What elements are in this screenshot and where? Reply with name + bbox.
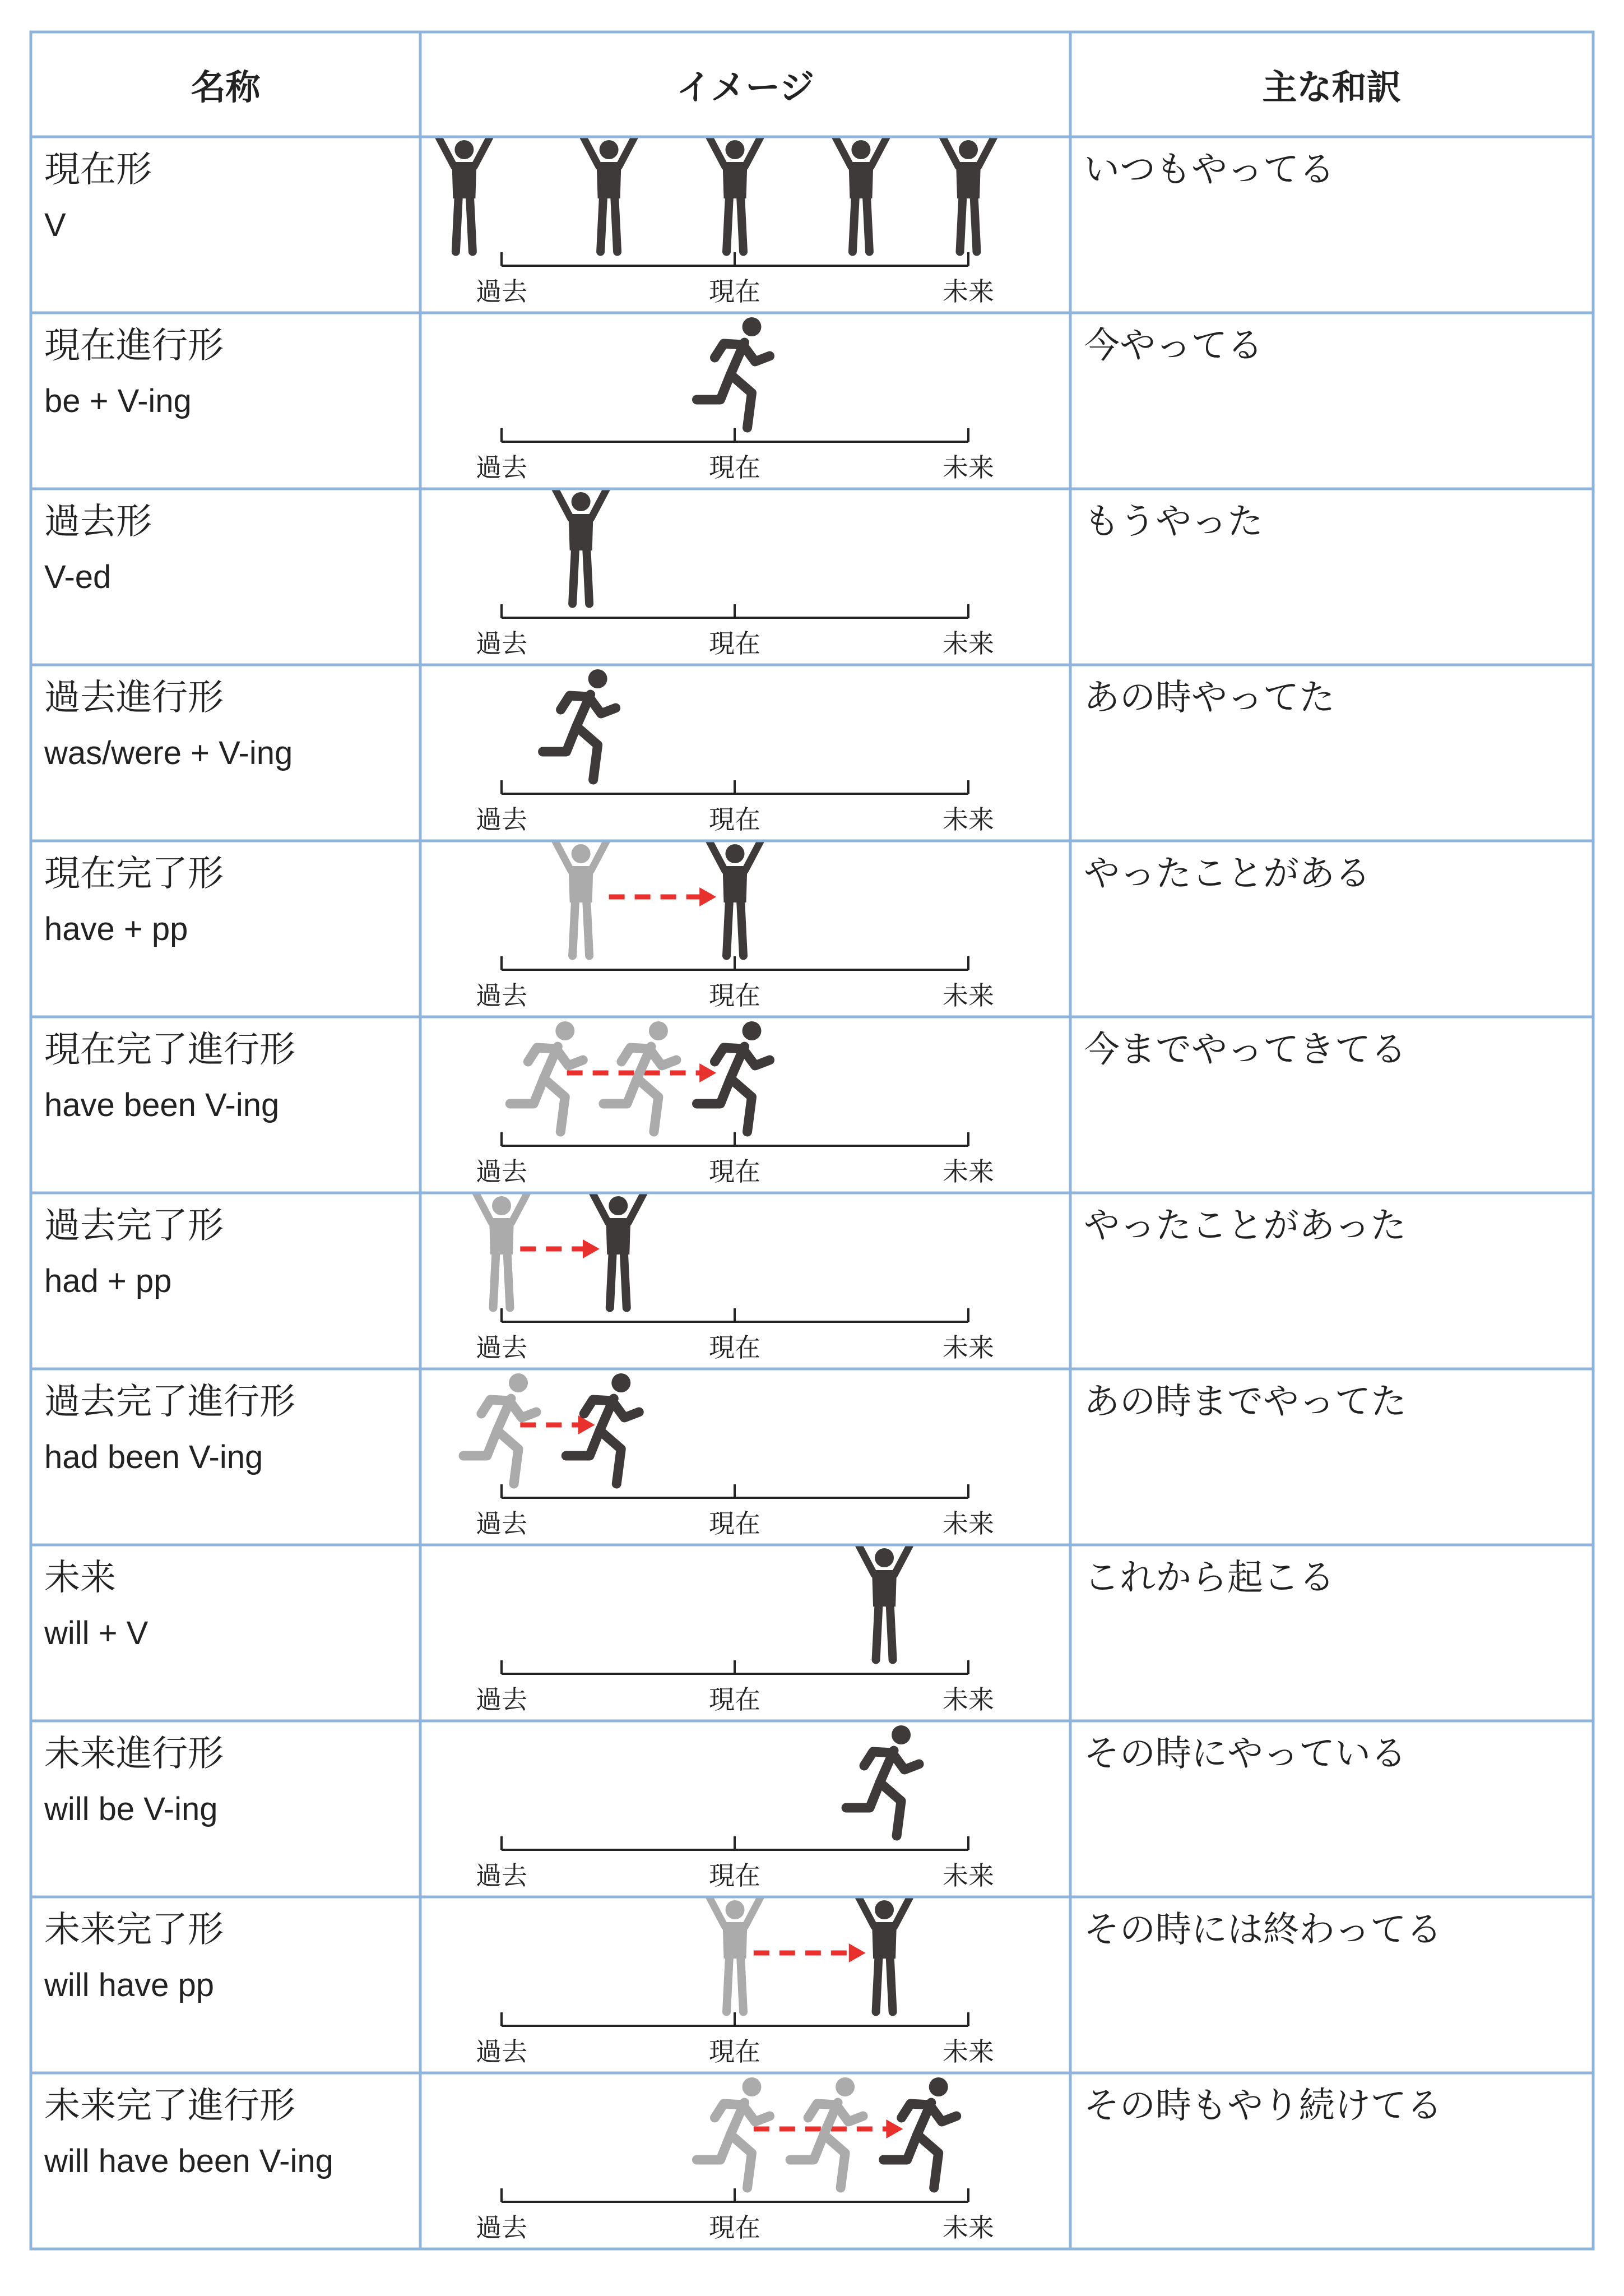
header-translation: 主な和訳 bbox=[1262, 67, 1402, 108]
timeline-label-present: 現在 bbox=[709, 1156, 760, 1187]
tense-formula: will have pp bbox=[44, 1967, 215, 2003]
person-arms-up-icon bbox=[555, 489, 607, 604]
translation-cell bbox=[1070, 2073, 1593, 2249]
timeline-graphic bbox=[420, 841, 1070, 1017]
timeline-label-future: 未来 bbox=[943, 2212, 994, 2243]
translation-cell bbox=[1070, 313, 1593, 489]
running-person-icon bbox=[697, 317, 770, 428]
tense-name-cell bbox=[31, 665, 420, 841]
translation-cell bbox=[1070, 1193, 1593, 1369]
header-name: 名称 bbox=[191, 67, 261, 108]
timeline-label-past: 過去 bbox=[476, 1332, 527, 1363]
tense-name-jp: 過去完了進行形 bbox=[44, 1381, 295, 1423]
timeline-label-present: 現在 bbox=[709, 1332, 760, 1363]
translation-text: あの時やってた bbox=[1084, 677, 1335, 719]
timeline-label-future: 未来 bbox=[943, 276, 994, 307]
timeline-label-present: 現在 bbox=[709, 628, 760, 659]
running-person-icon bbox=[510, 1021, 583, 1132]
timeline bbox=[476, 1308, 994, 1363]
timeline bbox=[476, 428, 994, 483]
timeline bbox=[476, 1660, 994, 1715]
tense-name-jp: 現在完了形 bbox=[44, 853, 224, 895]
translation-text: その時もやり続けてる bbox=[1084, 2085, 1442, 2127]
translation-cell bbox=[1070, 1545, 1593, 1721]
timeline-label-past: 過去 bbox=[476, 1508, 527, 1539]
tense-name-cell bbox=[31, 1545, 420, 1721]
person-arms-up-icon bbox=[583, 137, 635, 252]
timeline-label-future: 未来 bbox=[943, 1332, 994, 1363]
person-arms-up-icon bbox=[943, 137, 994, 252]
timeline-image-cell bbox=[420, 1369, 1070, 1545]
timeline-graphic bbox=[420, 489, 1070, 665]
timeline bbox=[476, 2012, 994, 2067]
tense-formula: be + V-ing bbox=[44, 383, 192, 419]
timeline bbox=[476, 1836, 994, 1891]
person-arms-up-icon bbox=[592, 1193, 644, 1308]
timeline-graphic bbox=[420, 313, 1070, 489]
timeline-image-cell bbox=[420, 1193, 1070, 1369]
translation-text: その時にやっている bbox=[1084, 1733, 1407, 1775]
tense-formula: V-ed bbox=[44, 559, 112, 595]
timeline-image-cell bbox=[420, 2073, 1070, 2249]
header-image: イメージ bbox=[676, 67, 815, 108]
timeline-label-future: 未来 bbox=[943, 2036, 994, 2067]
timeline-label-past: 過去 bbox=[476, 2212, 527, 2243]
timeline-graphic bbox=[420, 1721, 1070, 1897]
timeline-graphic bbox=[420, 1193, 1070, 1369]
timeline-label-present: 現在 bbox=[709, 452, 760, 483]
timeline-label-past: 過去 bbox=[476, 1156, 527, 1187]
timeline-graphic bbox=[420, 665, 1070, 841]
person-arms-up-icon bbox=[709, 841, 761, 956]
timeline-graphic bbox=[420, 1545, 1070, 1721]
person-arms-up-icon bbox=[709, 1897, 761, 2012]
translation-text: 今やってる bbox=[1084, 325, 1263, 367]
timeline-image-cell bbox=[420, 313, 1070, 489]
tense-name-cell bbox=[31, 841, 420, 1017]
translation-cell bbox=[1070, 1721, 1593, 1897]
tense-name-jp: 現在進行形 bbox=[44, 325, 224, 367]
timeline-graphic bbox=[420, 1369, 1070, 1545]
translation-text: これから起こる bbox=[1084, 1557, 1335, 1599]
translation-cell bbox=[1070, 841, 1593, 1017]
timeline-image-cell bbox=[420, 489, 1070, 665]
timeline-label-present: 現在 bbox=[709, 804, 760, 835]
tense-formula: had + pp bbox=[44, 1263, 172, 1299]
timeline-label-past: 過去 bbox=[476, 452, 527, 483]
translation-cell bbox=[1070, 1369, 1593, 1545]
timeline-label-past: 過去 bbox=[476, 276, 527, 307]
timeline-label-future: 未来 bbox=[943, 628, 994, 659]
tense-name-cell bbox=[31, 1193, 420, 1369]
person-arms-up-icon bbox=[476, 1193, 527, 1308]
timeline-image-cell bbox=[420, 841, 1070, 1017]
running-person-icon bbox=[846, 1725, 919, 1836]
timeline bbox=[476, 780, 994, 835]
running-person-icon bbox=[463, 1373, 536, 1484]
tense-name-cell bbox=[31, 137, 420, 313]
translation-text: もうやった bbox=[1084, 501, 1263, 543]
tense-name-jp: 未来完了進行形 bbox=[44, 2085, 295, 2127]
running-person-icon bbox=[697, 2077, 770, 2188]
translation-text: やったことがある bbox=[1084, 853, 1371, 895]
person-arms-up-icon bbox=[709, 137, 761, 252]
tense-name-jp: 過去完了形 bbox=[44, 1205, 224, 1247]
translation-text: あの時までやってた bbox=[1084, 1381, 1407, 1423]
running-person-icon bbox=[566, 1373, 639, 1484]
tense-name-cell bbox=[31, 1721, 420, 1897]
running-person-icon bbox=[604, 1021, 676, 1132]
timeline bbox=[476, 252, 994, 307]
timeline-label-present: 現在 bbox=[709, 1508, 760, 1539]
timeline-label-present: 現在 bbox=[709, 1684, 760, 1715]
tense-name-cell bbox=[31, 313, 420, 489]
timeline-label-past: 過去 bbox=[476, 1860, 527, 1891]
timeline bbox=[476, 1132, 994, 1187]
timeline-label-present: 現在 bbox=[709, 1860, 760, 1891]
tense-formula: was/were + V-ing bbox=[44, 735, 293, 771]
tense-name-jp: 未来進行形 bbox=[44, 1733, 224, 1775]
tense-name-jp: 現在形 bbox=[44, 149, 152, 191]
translation-cell bbox=[1070, 489, 1593, 665]
tense-name-cell bbox=[31, 1897, 420, 2073]
person-arms-up-icon bbox=[859, 1897, 910, 2012]
tense-name-cell bbox=[31, 489, 420, 665]
translation-cell bbox=[1070, 137, 1593, 313]
translation-text: その時には終わってる bbox=[1084, 1909, 1442, 1951]
tense-name-cell bbox=[31, 1369, 420, 1545]
timeline bbox=[476, 2188, 994, 2243]
timeline-label-past: 過去 bbox=[476, 2036, 527, 2067]
translation-text: いつもやってる bbox=[1084, 149, 1335, 191]
translation-cell bbox=[1070, 665, 1593, 841]
timeline-graphic bbox=[420, 2073, 1070, 2249]
tense-formula: have been V-ing bbox=[44, 1087, 280, 1123]
tense-formula: will be V-ing bbox=[44, 1791, 218, 1827]
person-arms-up-icon bbox=[835, 137, 887, 252]
tense-formula: V bbox=[44, 207, 66, 243]
timeline-label-future: 未来 bbox=[943, 1156, 994, 1187]
person-arms-up-icon bbox=[438, 137, 490, 252]
timeline-label-future: 未来 bbox=[943, 452, 994, 483]
timeline-graphic bbox=[420, 1017, 1070, 1193]
tense-formula: have + pp bbox=[44, 911, 188, 947]
translation-cell bbox=[1070, 1017, 1593, 1193]
tense-name-cell bbox=[31, 2073, 420, 2249]
translation-text: 今までやってきてる bbox=[1084, 1029, 1407, 1071]
translation-text: やったことがあった bbox=[1084, 1205, 1407, 1247]
timeline-graphic bbox=[420, 137, 1070, 313]
timeline bbox=[476, 956, 994, 1011]
timeline bbox=[476, 604, 994, 659]
person-arms-up-icon bbox=[859, 1545, 910, 1660]
tense-formula: will + V bbox=[44, 1615, 149, 1651]
progress-arrow bbox=[520, 1239, 600, 1258]
timeline-label-past: 過去 bbox=[476, 628, 527, 659]
timeline-label-present: 現在 bbox=[709, 980, 760, 1011]
timeline-image-cell bbox=[420, 1017, 1070, 1193]
timeline-label-future: 未来 bbox=[943, 1860, 994, 1891]
timeline-label-future: 未来 bbox=[943, 804, 994, 835]
timeline-label-past: 過去 bbox=[476, 1684, 527, 1715]
running-person-icon bbox=[790, 2077, 863, 2188]
timeline-label-present: 現在 bbox=[709, 2036, 760, 2067]
timeline-image-cell bbox=[420, 665, 1070, 841]
timeline-image-cell bbox=[420, 137, 1070, 313]
tense-formula: will have been V-ing bbox=[44, 2143, 333, 2179]
timeline-label-past: 過去 bbox=[476, 804, 527, 835]
progress-arrow bbox=[754, 1943, 866, 1962]
tense-name-jp: 過去形 bbox=[44, 501, 152, 543]
timeline-label-future: 未来 bbox=[943, 980, 994, 1011]
tense-name-cell bbox=[31, 1017, 420, 1193]
timeline-label-past: 過去 bbox=[476, 980, 527, 1011]
tense-name-jp: 過去進行形 bbox=[44, 677, 224, 719]
timeline bbox=[476, 1484, 994, 1539]
timeline-graphic bbox=[420, 1897, 1070, 2073]
translation-cell bbox=[1070, 1897, 1593, 2073]
running-person-icon bbox=[543, 669, 616, 780]
tense-formula: had been V-ing bbox=[44, 1439, 263, 1475]
progress-arrow bbox=[609, 887, 717, 906]
timeline-label-future: 未来 bbox=[943, 1508, 994, 1539]
timeline-label-future: 未来 bbox=[943, 1684, 994, 1715]
timeline-image-cell bbox=[420, 1545, 1070, 1721]
person-arms-up-icon bbox=[555, 841, 607, 956]
timeline-label-present: 現在 bbox=[709, 2212, 760, 2243]
tense-name-jp: 現在完了進行形 bbox=[44, 1029, 295, 1071]
timeline-label-present: 現在 bbox=[709, 276, 760, 307]
timeline-image-cell bbox=[420, 1897, 1070, 2073]
tense-name-jp: 未来完了形 bbox=[44, 1909, 224, 1951]
tense-name-jp: 未来 bbox=[44, 1557, 116, 1599]
timeline-image-cell bbox=[420, 1721, 1070, 1897]
